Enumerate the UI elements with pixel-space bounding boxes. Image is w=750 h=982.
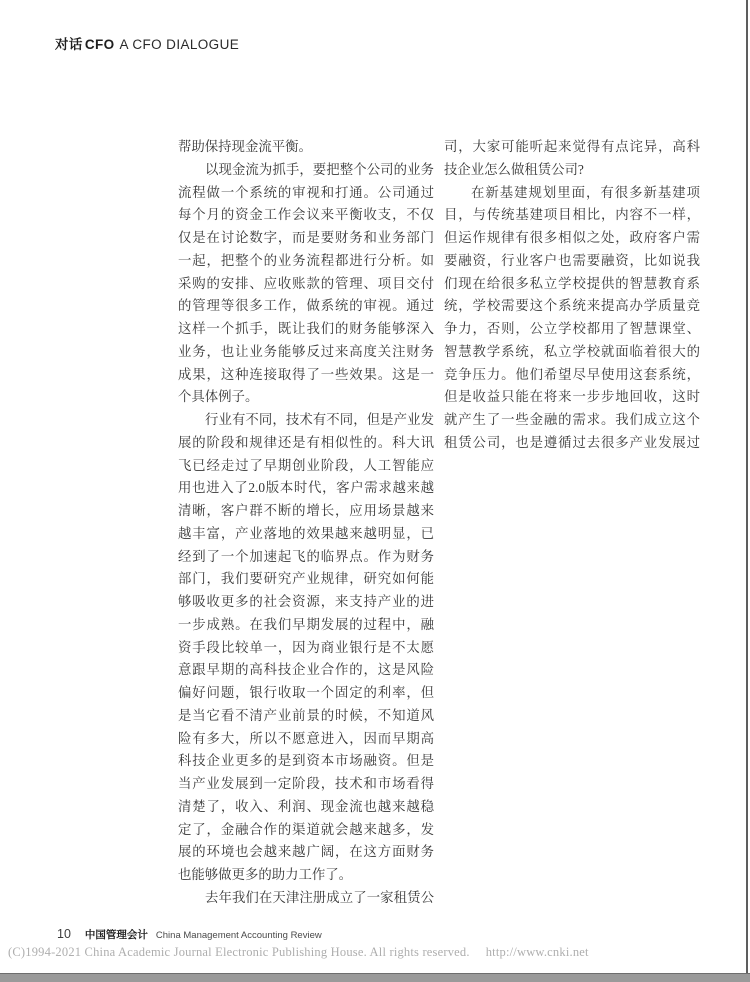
- text-line: 资手段比较单一，因为商业银行是不太愿: [178, 639, 434, 655]
- text-line: 智慧教学系统，私立学校就面临着很大的: [444, 343, 700, 359]
- text-line: 个具体例子。: [178, 389, 259, 405]
- scan-edge-right: [746, 0, 748, 982]
- text-line: 当产业发展到一定阶段，技术和市场看得: [178, 776, 434, 791]
- text-line: 偏好问题，银行收取一个固定的利率，但: [178, 685, 434, 700]
- text-line: 定了，金融合作的渠道就会越来越多，发: [178, 821, 434, 837]
- page-number: 10: [57, 927, 71, 941]
- text-line: 但是收益只能在将来一步步地回收，这时: [444, 389, 700, 405]
- header-title-en: A CFO DIALOGUE: [119, 37, 240, 52]
- text-line: 要融资，行业客户也需要融资，比如说我: [444, 252, 700, 268]
- text-line: 行业有不同，技术有不同，但是产业发: [205, 412, 434, 427]
- text-line: 用也进入了2.0版本时代，客户需求越来越: [178, 480, 434, 496]
- text-line: 仅是在讨论数字，而是要财务和业务部门: [178, 230, 434, 245]
- article-column-left: [178, 136, 434, 910]
- text-line: 目，与传统基建项目相比，内容不一样，: [444, 207, 700, 223]
- text-line: 帮助保持现金流平衡。: [178, 139, 312, 154]
- text-line: 在新基建规划里面，有很多新基建项: [471, 184, 700, 200]
- text-line: 清楚了，收入、利润、现金流也越来越稳: [178, 798, 434, 814]
- text-line: 这样一个抓手，既让我们的财务能够深入: [178, 321, 434, 336]
- text-line: 但运作规律有很多相似之处，政府客户需: [444, 230, 700, 245]
- text-line: 争力，否则，公立学校都用了智慧课堂、: [444, 321, 700, 336]
- text-line: 技企业怎么做租赁公司?: [444, 161, 584, 177]
- text-line: 险有多大，所以不愿意进入，因而早期高: [178, 730, 434, 746]
- journal-name-zh: 中国管理会计: [84, 929, 148, 941]
- text-line: 司，大家可能听起来觉得有点诧异，高科: [444, 139, 700, 154]
- text-line: 飞已经走过了早期创业阶段，人工智能应: [178, 457, 434, 473]
- text-line: 一起，把整个的业务流程都进行分析。如: [178, 252, 434, 268]
- header-title-zh: 对话: [55, 37, 83, 52]
- text-line: 展的环境也会越来越广阔，在这方面财务: [178, 844, 434, 860]
- text-line: 部门，我们要研究产业规律，研究如何能: [178, 571, 434, 587]
- copyright-text: (C)1994-2021 China Academic Journal Electronic Publishing House. All rights reserved.: [8, 945, 470, 959]
- copyright-line: [8, 945, 589, 960]
- text-line: 去年我们在天津注册成立了一家租赁公: [205, 889, 434, 905]
- copyright-url: http://www.cnki.net: [485, 945, 589, 959]
- text-line: 的管理等很多工作，做系统的审视。通过: [178, 298, 434, 314]
- text-line: 流程做一个系统的审视和打通。公司通过: [178, 184, 434, 200]
- text-line: 就产生了一些金融的需求。我们成立这个: [444, 412, 700, 427]
- text-line: 一步成熟。在我们早期发展的过程中，融: [178, 616, 434, 632]
- journal-name-en: China Management Accounting Review: [155, 930, 322, 941]
- text-line: 统，学校需要这个系统来提高办学质量竞: [444, 298, 700, 314]
- page-footer: [57, 925, 322, 943]
- text-line: 意跟早期的高科技企业合作的，这是风险: [178, 662, 434, 678]
- text-line: 科技企业更多的是到资本市场融资。但是: [178, 753, 434, 769]
- article-column-right: [444, 136, 700, 455]
- text-line: 租赁公司，也是遵循过去很多产业发展过: [444, 434, 700, 450]
- text-line: 也能够做更多的助力工作了。: [178, 867, 353, 882]
- text-line: 清晰，客户群不断的增长，应用场景越来: [178, 503, 434, 518]
- text-line: 业务，也让业务能够反过来高度关注财务: [178, 343, 434, 359]
- text-line: 越丰富，产业落地的效果越来越明显，已: [178, 525, 434, 541]
- text-line: 们现在给很多私立学校提供的智慧教育系: [444, 275, 700, 291]
- text-line: 展的阶段和规律还是有相似性的。科大讯: [178, 434, 434, 450]
- page-header: [55, 33, 239, 53]
- text-line: 竞争压力。他们希望尽早使用这套系统，: [444, 366, 700, 382]
- text-line: 经到了一个加速起飞的临界点。作为财务: [178, 548, 434, 564]
- text-line: 采购的安排、应收账款的管理、项目交付: [178, 275, 434, 291]
- text-line: 每个月的资金工作会议来平衡收支，不仅: [178, 207, 434, 223]
- scan-edge-bottom: [0, 973, 750, 982]
- text-line: 够吸收更多的社会资源，来支持产业的进: [178, 594, 434, 609]
- text-line: 是当它看不清产业前景的时候，不知道风: [178, 707, 434, 723]
- text-line: 以现金流为抓手，要把整个公司的业务: [205, 161, 434, 177]
- text-line: 成果，这种连接取得了一些效果。这是一: [178, 366, 434, 382]
- header-title-cfo: CFO: [84, 37, 115, 52]
